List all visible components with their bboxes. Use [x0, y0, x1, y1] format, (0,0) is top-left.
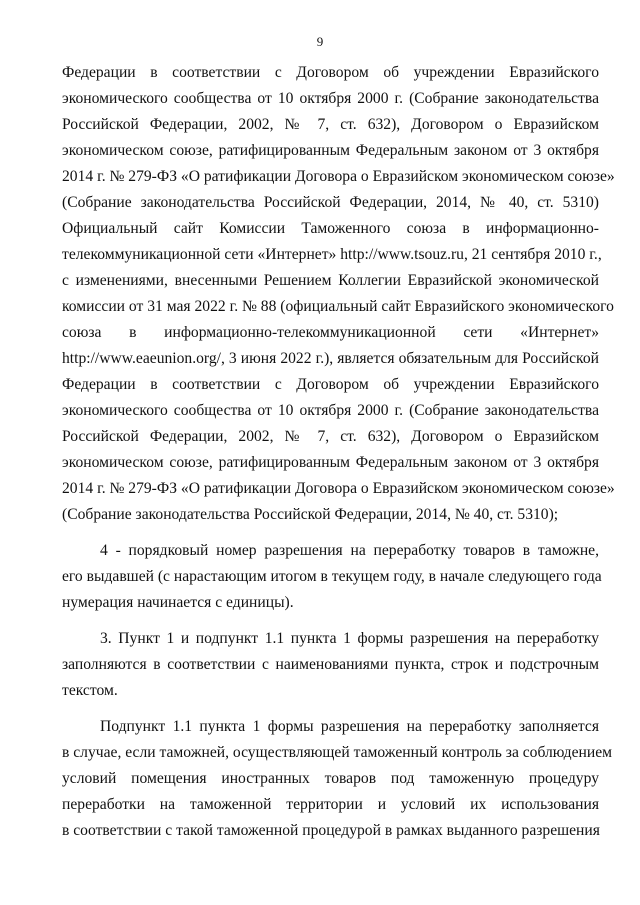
text-line: условий помещения иностранных товаров под таможенную процедуру	[62, 770, 599, 787]
text-line: Подпункт 1.1 пункта 1 формы разрешения на переработку заполняется	[100, 718, 599, 735]
text-line: его выдавшей (с нарастающим итогом в текущем году, в начале следующего года	[62, 568, 602, 585]
text-line: в соответствии с такой таможенной процедурой в рамках выданного разрешения	[62, 822, 600, 839]
page-number: 9	[316, 34, 324, 49]
text-line: 2014 г. № 279-ФЗ «О ратификации Договора о Евразийском экономическом союзе»	[62, 480, 615, 497]
text-line: переработки на таможенной территории и условий их использования	[62, 796, 599, 813]
paragraph-spacer	[62, 616, 599, 626]
text-line: Официальный сайт Комиссии Таможенного союза в информационно-	[62, 220, 599, 237]
paragraph-spacer	[62, 704, 599, 714]
text-line: Российской Федерации, 2002, № 7, ст. 632), Договором о Евразийском	[62, 428, 599, 445]
text-line: телекоммуникационной сети «Интернет» http://www.tsouz.ru, 21 сентября 2010 г.,	[62, 246, 602, 263]
text-line: в случае, если таможней, осуществляющей таможенный контроль за соблюдением	[62, 744, 612, 761]
paragraph-spacer	[62, 528, 599, 538]
text-line: (Собрание законодательства Российской Федерации, 2014, № 40, ст. 5310)	[62, 194, 599, 211]
text-line: Федерации в соответствии с Договором об учреждении Евразийского	[62, 376, 599, 393]
text-line: http://www.eaeunion.org/, 3 июня 2022 г.), является обязательным для Российской	[62, 350, 599, 367]
text-line: нумерация начинается с единицы).	[62, 594, 294, 611]
text-line: Российской Федерации, 2002, № 7, ст. 632), Договором о Евразийском	[62, 116, 599, 133]
text-line: экономическом союзе, ратифицированным Федеральным законом от 3 октября	[62, 454, 599, 471]
text-line: 3. Пункт 1 и подпункт 1.1 пункта 1 формы разрешения на переработку	[100, 630, 599, 647]
paragraph-subitem-1-1	[62, 714, 612, 844]
text-line: 4 - порядковый номер разрешения на переработку товаров в таможне,	[100, 542, 599, 559]
paragraph-section-3	[62, 626, 599, 704]
text-line: заполняются в соответствии с наименованиями пункта, строк и подстрочным	[62, 656, 599, 673]
text-line: экономического сообщества от 10 октября 2000 г. (Собрание законодательства	[62, 90, 599, 107]
text-line: экономического сообщества от 10 октября 2000 г. (Собрание законодательства	[62, 402, 599, 419]
paragraph-legal-references	[62, 60, 615, 528]
text-line: 2014 г. № 279-ФЗ «О ратификации Договора о Евразийском экономическом союзе»	[62, 168, 615, 185]
text-line: Федерации в соответствии с Договором об учреждении Евразийского	[62, 64, 599, 81]
text-line: (Собрание законодательства Российской Федерации, 2014, № 40, ст. 5310);	[62, 506, 559, 523]
paragraph-permit-number	[62, 538, 602, 616]
text-line: комиссии от 31 мая 2022 г. № 88 (официальный сайт Евразийского экономического	[62, 298, 614, 315]
text-line: экономическом союзе, ратифицированным Федеральным законом от 3 октября	[62, 142, 599, 159]
document-body	[62, 60, 615, 844]
text-line: текстом.	[62, 682, 118, 699]
text-line: с изменениями, внесенными Решением Коллегии Евразийской экономической	[62, 272, 599, 289]
text-line: союза в информационно-телекоммуникационной сети «Интернет»	[62, 324, 599, 341]
